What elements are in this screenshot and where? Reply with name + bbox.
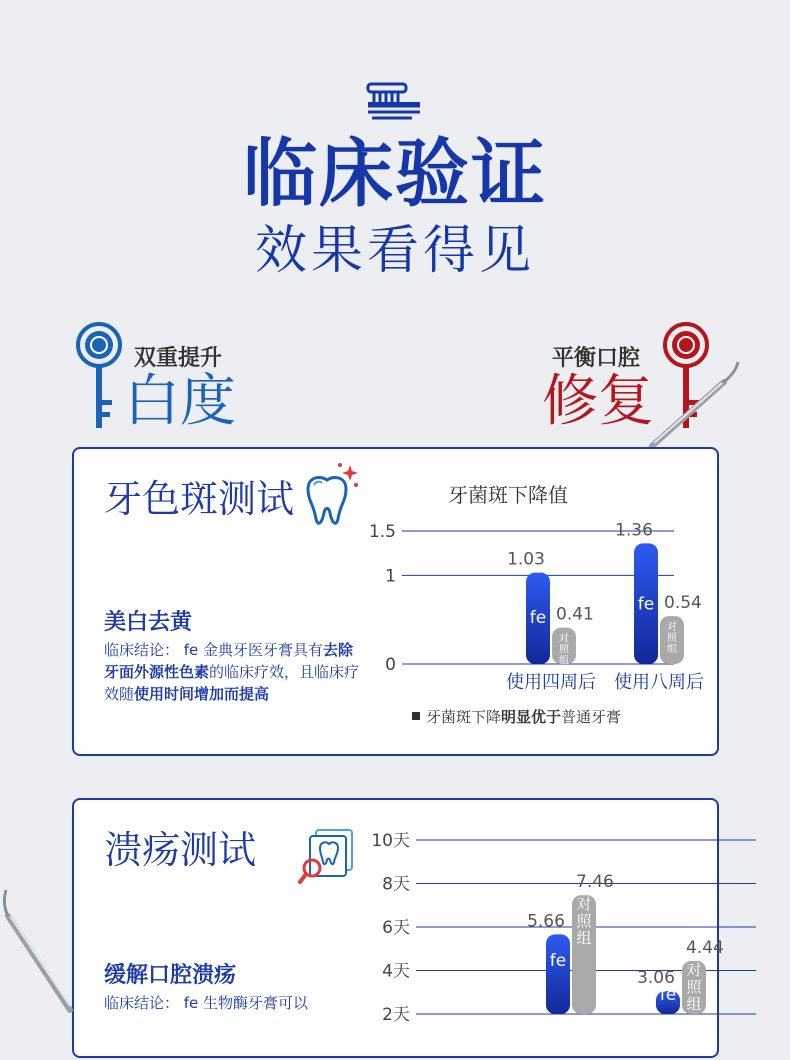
legend-square-icon <box>412 712 420 720</box>
data-label: 4.44 <box>686 937 724 958</box>
data-label: 1.36 <box>615 520 653 541</box>
bar-series-label-char: 照 <box>686 977 702 996</box>
bar-series-label-char: 对 <box>576 895 592 914</box>
bar-series-label-char: 对 <box>559 633 569 645</box>
chart-legend <box>412 706 621 727</box>
bar-series-label-char: 照 <box>667 633 677 645</box>
toothbrush-icon <box>362 78 426 126</box>
badge-left-caption: 双重提升 <box>134 346 223 371</box>
y-tick-label: 1.5 <box>368 522 396 542</box>
data-label: 3.06 <box>637 967 675 988</box>
card-title: 溃疡测试 <box>104 828 257 872</box>
clinical-conclusion <box>104 992 366 1014</box>
data-label: 0.54 <box>664 593 702 614</box>
bar-series-label-char: 组 <box>559 655 569 667</box>
bar-series-label-char: 照 <box>576 912 592 931</box>
badge-right-title: 修复 <box>542 369 654 434</box>
conclusion-highlight: 使用时间增加而提高 <box>134 685 270 703</box>
y-tick-label: 10天 <box>371 831 410 851</box>
y-tick-label: 8天 <box>382 874 410 895</box>
bar-series-label-char: 对 <box>667 622 677 634</box>
ulcer-bar-chart <box>364 824 724 1060</box>
conclusion-text: 临床结论： fe 金典牙医牙膏具有 <box>104 641 324 659</box>
bar-series-label: fe <box>659 985 677 1006</box>
x-tick-label: 使用四周后 <box>506 672 596 693</box>
bar-series-label: fe <box>637 594 655 615</box>
bar-series-label: fe <box>529 607 547 628</box>
tooth-magnifier-icon <box>298 826 358 886</box>
card-subtitle: 美白去黄 <box>104 610 193 635</box>
card-title: 牙色斑测试 <box>104 477 295 521</box>
legend-text: 普通牙膏 <box>561 708 622 726</box>
y-tick-label: 4天 <box>382 961 410 982</box>
dental-probe-icon <box>0 880 80 1014</box>
bar-series-label: fe <box>549 951 567 972</box>
y-tick-label: 1 <box>385 566 396 587</box>
badge-left-title: 白度 <box>124 369 236 434</box>
page-title: 临床验证 <box>243 131 547 217</box>
page-subtitle: 效果看得见 <box>254 221 535 281</box>
ulcer-test-card <box>72 798 724 1058</box>
card-subtitle: 缓解口腔溃疡 <box>104 963 237 988</box>
data-label: 0.41 <box>556 604 594 625</box>
legend-highlight: 明显优于 <box>501 708 562 726</box>
x-tick-label: 使用八周后 <box>614 672 704 693</box>
bar-series-label-char: 组 <box>667 644 677 656</box>
data-label: 7.46 <box>576 872 614 893</box>
legend-text: 牙菌斑下降 <box>426 708 502 726</box>
bar-series-label-char: 组 <box>576 929 592 948</box>
bar-series-label-char: 照 <box>559 644 569 656</box>
conclusion-text: 临床结论： fe 生物酶牙膏可以 <box>104 994 309 1012</box>
plaque-test-card <box>72 447 719 756</box>
conclusion-highlight: 去除牙面外源性色素 <box>104 641 354 681</box>
data-label: 5.66 <box>527 911 565 932</box>
tooth-sparkle-icon <box>300 459 358 529</box>
chart-title: 牙菌斑下降值 <box>448 483 568 507</box>
fe-bar <box>546 934 570 1014</box>
clinical-conclusion <box>104 639 366 705</box>
key-icon <box>74 320 124 432</box>
bar-series-label-char: 对 <box>686 960 702 979</box>
y-tick-label: 0 <box>385 655 396 675</box>
y-tick-label: 2天 <box>382 1005 410 1025</box>
dental-probe-icon <box>640 350 750 460</box>
plaque-bar-chart <box>364 517 704 697</box>
badge-right-caption: 平衡口腔 <box>552 346 641 371</box>
data-label: 1.03 <box>507 549 545 570</box>
bar-series-label-char: 组 <box>686 994 702 1013</box>
y-tick-label: 6天 <box>382 918 410 938</box>
conclusion-text: 的临床疗效，且临床疗效随 <box>104 663 360 703</box>
